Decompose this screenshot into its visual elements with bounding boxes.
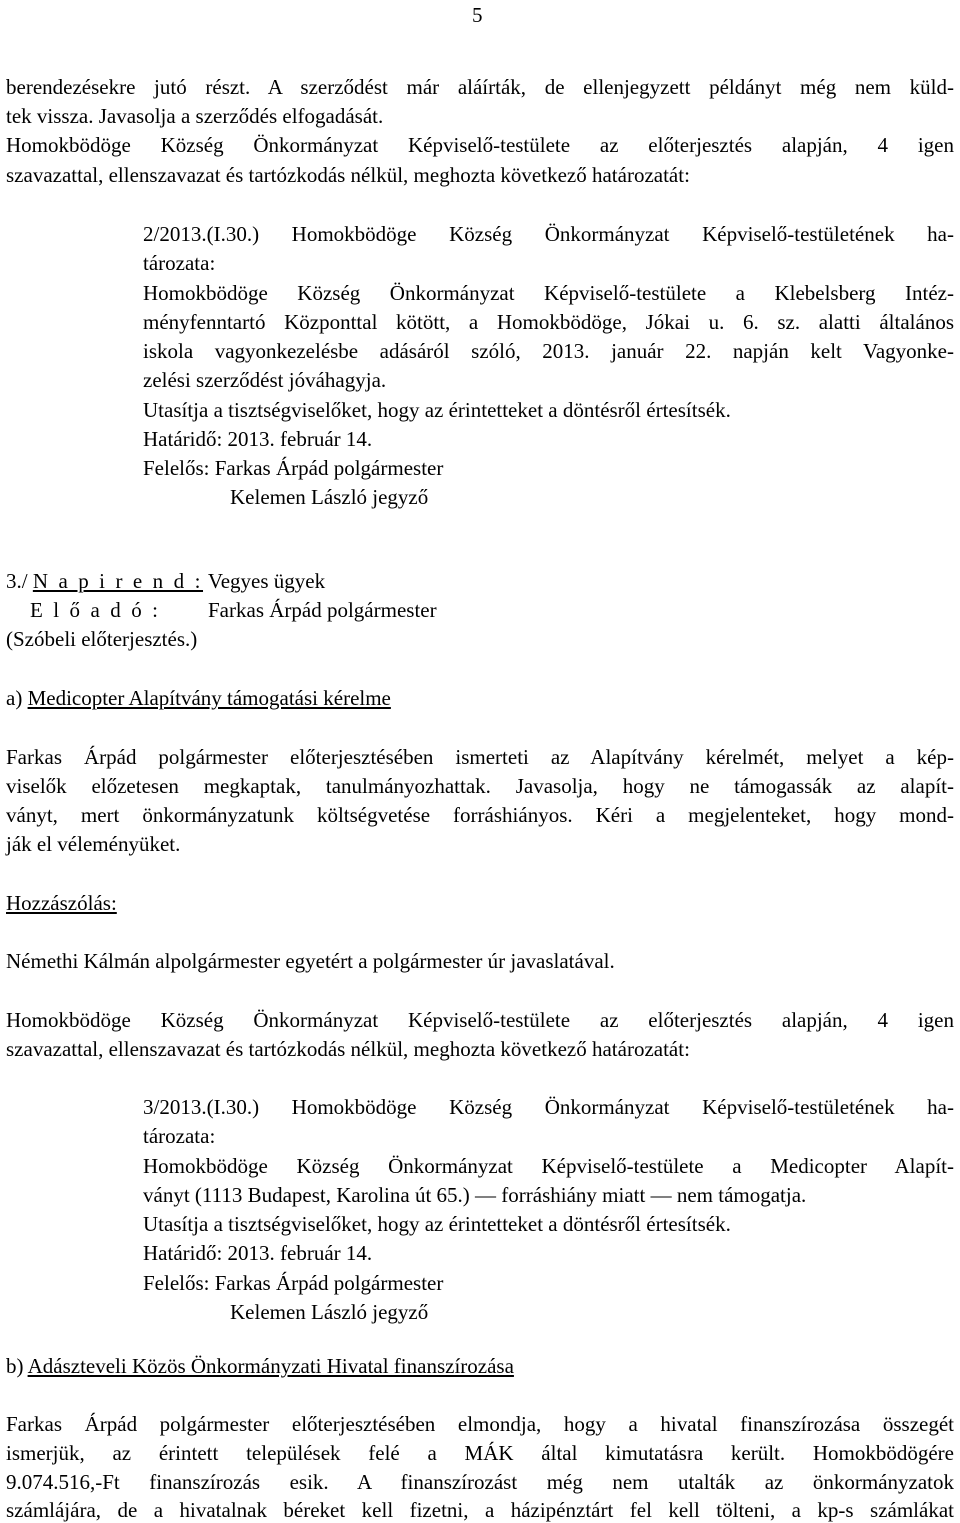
section-b-paragraph: 9.074.516,-Ft finanszírozás esik. A finanszírozást még nem utalták az önkormányzatok	[6, 1470, 954, 1494]
intro-line: berendezésekre jutó részt. A szerződést már aláírták, de ellenjegyzett példányt még nem küld-	[6, 75, 954, 99]
resolution-3-title-cont: tározata:	[143, 1124, 216, 1148]
resolution-3-instruction: Utasítja a tisztségviselőket, hogy az érintetteket a döntésről értesítsék.	[143, 1212, 731, 1236]
section-a-prefix: a)	[6, 686, 23, 710]
section-b-prefix: b)	[6, 1354, 24, 1378]
resolution-3-responsible-2: Kelemen László jegyző	[230, 1300, 429, 1324]
eloado-line	[6, 597, 954, 623]
eloado-label: E l ő a d ó :	[30, 598, 161, 622]
resolution-3-body: ványt (1113 Budapest, Karolina út 65.) — forráshiány miatt — nem támogatja.	[143, 1183, 807, 1207]
section-a-heading: Medicopter Alapítvány támogatási kérelme	[27, 686, 391, 710]
page-number: 5	[472, 3, 483, 27]
section-b-heading: Adászteveli Közös Önkormányzati Hivatal finanszírozása	[27, 1354, 514, 1378]
section-a-paragraph: Farkas Árpád polgármester előterjesztésében ismerteti az Alapítvány kérelmét, melyet a kép-	[6, 745, 954, 769]
resolution-2-body: Homokbödöge Község Önkormányzat Képviselő-testülete a Klebelsberg Intéz-	[143, 281, 954, 305]
resolution-3-deadline: Határidő: 2013. február 14.	[143, 1241, 373, 1265]
intro-line: Homokbödöge Község Önkormányzat Képviselő-testülete az előterjesztés alapján, 4 igen	[6, 133, 954, 157]
section-b-paragraph: Farkas Árpád polgármester előterjesztésében elmondja, hogy a hivatal finanszírozása összegét	[6, 1412, 954, 1436]
resolution-2-body: ményfenntartó Központtal kötött, a Homokbödöge, Jókai u. 6. sz. alatti általános	[143, 310, 954, 334]
section-a-heading-line	[6, 685, 954, 711]
section-b-paragraph: számlájára, de a hivatalnak béreket kell fizetni, a házipénztárt fel kell tölteni, a kp-s számlákat	[6, 1498, 954, 1522]
comment-text: Némethi Kálmán alpolgármester egyetért a polgármester úr javaslatával.	[6, 949, 615, 973]
vote-line: Homokbödöge Község Önkormányzat Képviselő-testülete az előterjesztés alapján, 4 igen	[6, 1008, 954, 1032]
intro-line: szavazattal, ellenszavazat és tartózkodás nélkül, meghozta következő határozatát:	[6, 163, 690, 187]
section-a-paragraph: ják el véleményüket.	[6, 832, 181, 856]
resolution-2-responsible-2: Kelemen László jegyző	[230, 485, 429, 509]
resolution-3-body: Homokbödöge Község Önkormányzat Képviselő-testülete a Medicopter Alapít-	[143, 1154, 954, 1178]
napirend-value: Vegyes ügyek	[207, 569, 326, 593]
resolution-2-body: zelési szerződést jóváhagyja.	[143, 368, 387, 392]
resolution-2-title-cont: tározata:	[143, 251, 216, 275]
agenda-number: 3./	[6, 569, 28, 593]
resolution-3-responsible: Felelős: Farkas Árpád polgármester	[143, 1271, 444, 1295]
resolution-2-body: iskola vagyonkezelésbe adásáról szóló, 2013. január 22. napján kelt Vagyonke-	[143, 339, 954, 363]
napirend-label: N a p i r e n d :	[32, 569, 204, 593]
resolution-2-deadline: Határidő: 2013. február 14.	[143, 427, 373, 451]
agenda-3-line	[6, 568, 954, 594]
resolution-3-title: 3/2013.(I.30.) Homokbödöge Község Önkormányzat Képviselő-testületének ha-	[143, 1095, 954, 1119]
resolution-2-instruction: Utasítja a tisztségviselőket, hogy az érintetteket a döntésről értesítsék.	[143, 398, 731, 422]
eloado-value: Farkas Árpád polgármester	[208, 598, 437, 622]
vote-line: szavazattal, ellenszavazat és tartózkodás nélkül, meghozta következő határozatát:	[6, 1037, 690, 1061]
comment-heading: Hozzászólás:	[6, 891, 117, 915]
intro-line: tek vissza. Javasolja a szerződés elfogadását.	[6, 104, 384, 128]
resolution-2-responsible: Felelős: Farkas Árpád polgármester	[143, 456, 444, 480]
section-a-paragraph: viselők előzetesen megkaptak, tanulmányozhattak. Javasolja, hogy ne támogassák az alapít-	[6, 774, 954, 798]
section-b-heading-line	[6, 1353, 954, 1379]
agenda-3-note: (Szóbeli előterjesztés.)	[6, 627, 198, 651]
section-b-paragraph: ismerjük, az érintett települések felé a MÁK által kimutatásra került. Homokbödögére	[6, 1441, 954, 1465]
resolution-2-title: 2/2013.(I.30.) Homokbödöge Község Önkormányzat Képviselő-testületének ha-	[143, 222, 954, 246]
section-a-paragraph: ványt, mert önkormányzatunk költségvetése forráshiányos. Kéri a megjelenteket, hogy mond-	[6, 803, 954, 827]
